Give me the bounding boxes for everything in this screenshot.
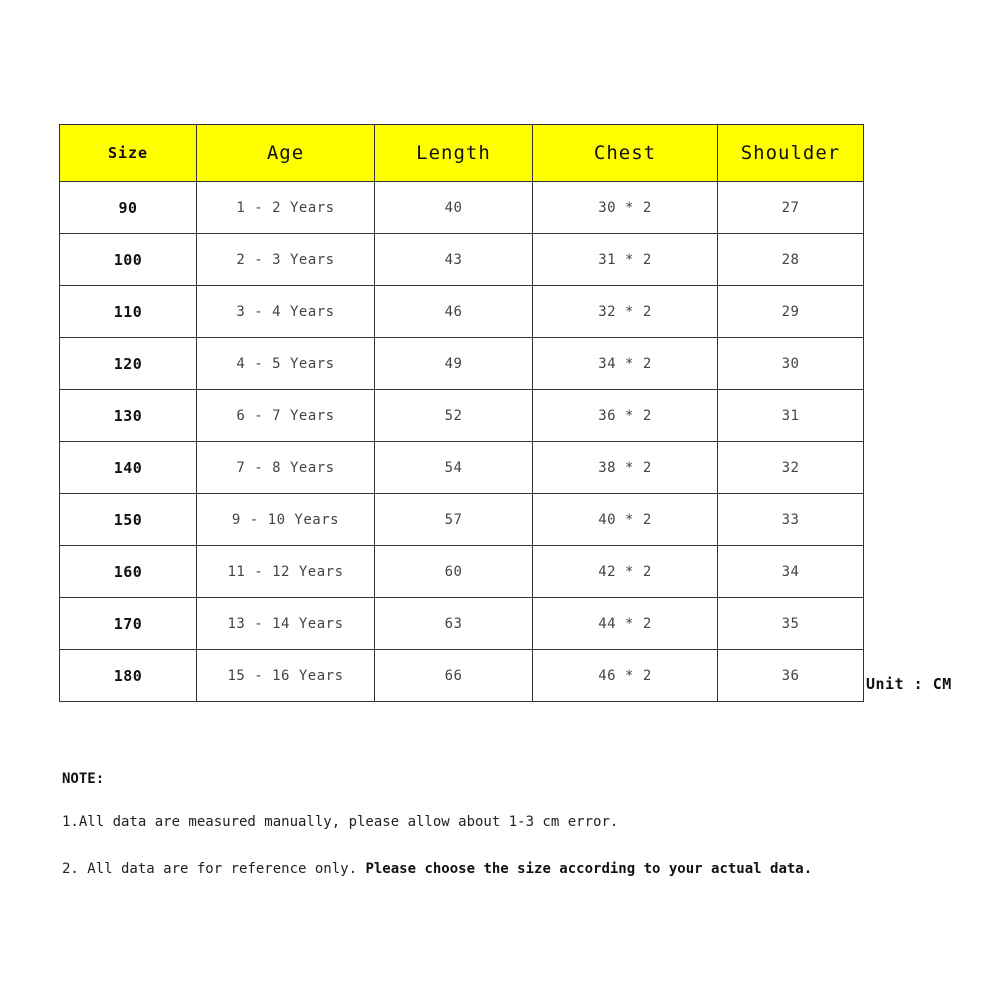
cell-size: 170 xyxy=(60,598,197,650)
cell-age: 4 - 5 Years xyxy=(197,338,375,390)
cell-chest: 46 * 2 xyxy=(533,650,718,702)
table-row xyxy=(60,546,864,598)
cell-length: 49 xyxy=(375,338,533,390)
table-row xyxy=(60,338,864,390)
header-length: Length xyxy=(375,125,533,182)
cell-shoulder: 29 xyxy=(718,286,864,338)
cell-shoulder: 34 xyxy=(718,546,864,598)
cell-shoulder: 30 xyxy=(718,338,864,390)
size-chart-table xyxy=(59,124,864,702)
table-row xyxy=(60,390,864,442)
cell-length: 57 xyxy=(375,494,533,546)
cell-size: 180 xyxy=(60,650,197,702)
note-line-1: 1.All data are measured manually, please allow about 1-3 cm error. xyxy=(62,814,619,830)
cell-chest: 38 * 2 xyxy=(533,442,718,494)
cell-age: 2 - 3 Years xyxy=(197,234,375,286)
cell-shoulder: 36 xyxy=(718,650,864,702)
cell-length: 40 xyxy=(375,182,533,234)
cell-age: 6 - 7 Years xyxy=(197,390,375,442)
note-line-2 xyxy=(62,861,812,877)
header-shoulder: Shoulder xyxy=(718,125,864,182)
cell-length: 46 xyxy=(375,286,533,338)
cell-size: 110 xyxy=(60,286,197,338)
table-row xyxy=(60,442,864,494)
table-header-row xyxy=(60,125,864,182)
table-row xyxy=(60,650,864,702)
cell-chest: 42 * 2 xyxy=(533,546,718,598)
cell-length: 63 xyxy=(375,598,533,650)
cell-length: 43 xyxy=(375,234,533,286)
cell-chest: 30 * 2 xyxy=(533,182,718,234)
cell-shoulder: 27 xyxy=(718,182,864,234)
cell-length: 60 xyxy=(375,546,533,598)
header-size: Size xyxy=(60,125,197,182)
cell-length: 52 xyxy=(375,390,533,442)
table-row xyxy=(60,234,864,286)
cell-chest: 44 * 2 xyxy=(533,598,718,650)
cell-size: 160 xyxy=(60,546,197,598)
cell-shoulder: 31 xyxy=(718,390,864,442)
table-row xyxy=(60,494,864,546)
cell-chest: 32 * 2 xyxy=(533,286,718,338)
cell-length: 54 xyxy=(375,442,533,494)
note-line-2-emphasis: Please choose the size according to your actual data. xyxy=(365,861,813,877)
cell-age: 11 - 12 Years xyxy=(197,546,375,598)
cell-chest: 40 * 2 xyxy=(533,494,718,546)
note-title: NOTE: xyxy=(62,771,105,787)
cell-chest: 36 * 2 xyxy=(533,390,718,442)
cell-chest: 31 * 2 xyxy=(533,234,718,286)
cell-age: 1 - 2 Years xyxy=(197,182,375,234)
cell-shoulder: 28 xyxy=(718,234,864,286)
unit-label: Unit : CM xyxy=(866,675,952,693)
cell-shoulder: 32 xyxy=(718,442,864,494)
cell-size: 100 xyxy=(60,234,197,286)
cell-length: 66 xyxy=(375,650,533,702)
cell-age: 3 - 4 Years xyxy=(197,286,375,338)
cell-size: 140 xyxy=(60,442,197,494)
cell-size: 90 xyxy=(60,182,197,234)
cell-age: 15 - 16 Years xyxy=(197,650,375,702)
cell-age: 9 - 10 Years xyxy=(197,494,375,546)
header-chest: Chest xyxy=(533,125,718,182)
cell-shoulder: 33 xyxy=(718,494,864,546)
cell-age: 7 - 8 Years xyxy=(197,442,375,494)
cell-size: 150 xyxy=(60,494,197,546)
note-line-2-prefix: 2. All data are for reference only. xyxy=(62,861,366,877)
cell-chest: 34 * 2 xyxy=(533,338,718,390)
table-row xyxy=(60,182,864,234)
header-age: Age xyxy=(197,125,375,182)
cell-age: 13 - 14 Years xyxy=(197,598,375,650)
cell-size: 120 xyxy=(60,338,197,390)
table-row xyxy=(60,598,864,650)
cell-size: 130 xyxy=(60,390,197,442)
cell-shoulder: 35 xyxy=(718,598,864,650)
table-row xyxy=(60,286,864,338)
